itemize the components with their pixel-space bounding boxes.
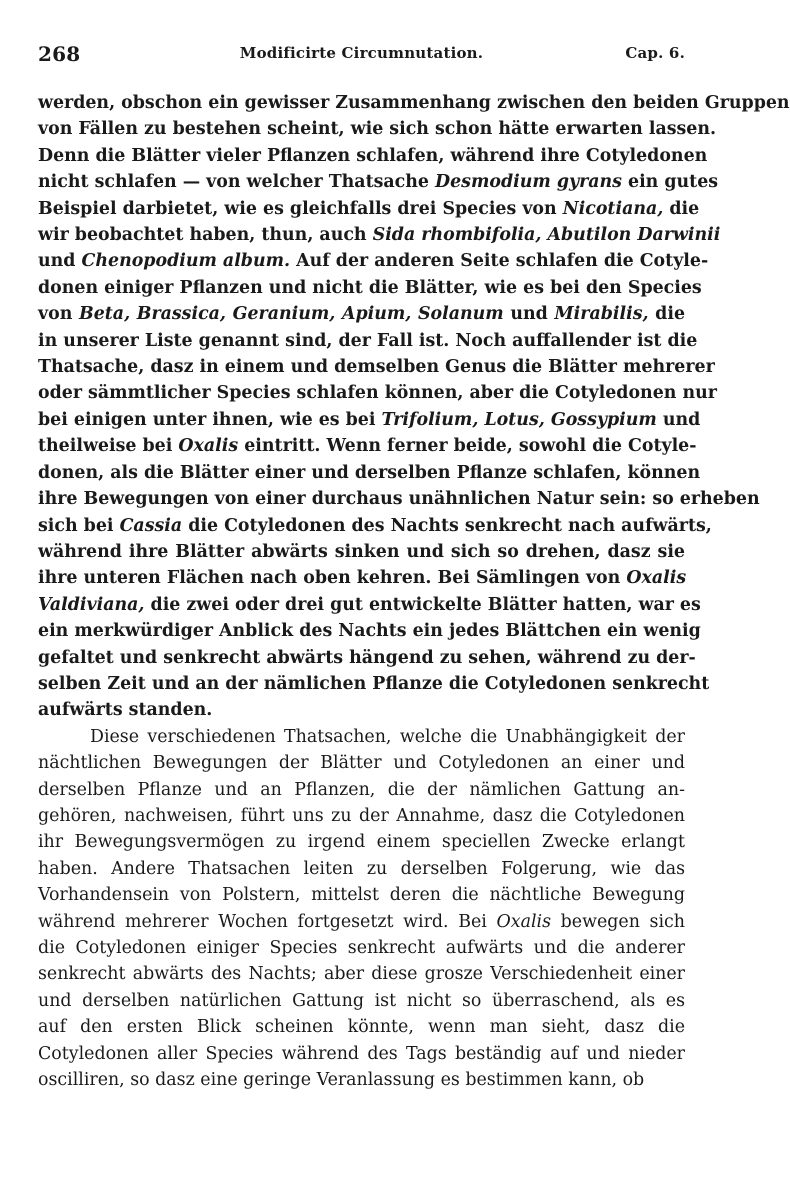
text-line: sich bei Cassia die Cotyledonen des Nachts senkrecht nach aufwärts, [38, 515, 712, 536]
italic-term: Beta, Brassica, Geranium, Apium, Solanum [79, 304, 504, 325]
text-line: derselben Pflanze und an Pflanzen, die der nämlichen Gattung an- [38, 779, 685, 800]
text-line: werden, obschon ein gewisser Zusammenhang zwischen den beiden Gruppen [38, 93, 790, 113]
text-line: gefaltet und senkrecht abwärts hängend zu sehen, während zu der- [38, 647, 696, 668]
text-line: nicht schlafen — von welcher Thatsache Desmodium gyrans ein gutes [38, 172, 719, 193]
text-line: auf den ersten Blick scheinen könnte, wenn man sieht, dasz die [38, 1017, 685, 1038]
text-line: bei einigen unter ihnen, wie es bei Trifolium, Lotus, Gossypium und [38, 409, 701, 430]
text-line: ihr Bewegungsvermögen zu irgend einem speciellen Zwecke erlangt [38, 832, 685, 853]
paragraph-2 [38, 724, 685, 1094]
text-line: theilweise bei Oxalis eintritt. Wenn ferner beide, sowohl die Cotyle- [38, 436, 697, 457]
italic-term: Chenopodium album. [81, 251, 291, 272]
text-line: in unserer Liste genannt sind, der Fall ist. Noch auffallender ist die [38, 330, 698, 351]
chapter-label: Cap. 6. [625, 44, 685, 62]
text-line: oscilliren, so dasz eine geringe Veranlassung es bestimmen kann, ob [38, 1070, 645, 1091]
text-line: haben. Andere Thatsachen leiten zu derselben Folgerung, wie das [38, 858, 685, 879]
text-line: aufwärts standen. [38, 700, 213, 721]
italic-term: Sida rhombifolia, Abutilon Darwinii [372, 225, 721, 246]
text-line: Diese verschiedenen Thatsachen, welche die Unabhängigkeit der [90, 726, 685, 747]
italic-term: Mirabilis, [554, 304, 649, 325]
italic-term: Oxalis [178, 436, 239, 457]
text-line: ein merkwürdiger Anblick des Nachts ein jedes Blättchen ein wenig [38, 621, 701, 642]
italic-term: Oxalis [626, 568, 687, 589]
text-line: während mehrerer Wochen fortgesetzt wird. Bei Oxalis bewegen sich [38, 911, 685, 932]
italic-term: Nicotiana, [562, 198, 664, 219]
text-line: selben Zeit und an der nämlichen Pflanze die Cotyledonen senkrecht [38, 673, 710, 694]
text-line: und derselben natürlichen Gattung ist nicht so überraschend, als es [38, 990, 685, 1011]
text-line: Valdiviana, die zwei oder drei gut entwickelte Blätter hatten, war es [38, 594, 701, 615]
italic-term: Valdiviana, [38, 594, 145, 615]
text-line: Vorhandensein von Polstern, mittelst deren die nächtliche Bewegung [38, 885, 685, 906]
text-line: und Chenopodium album. Auf der anderen Seite schlafen die Cotyle- [38, 251, 709, 272]
text-line: donen, als die Blätter einer und derselben Pflanze schlafen, können [38, 462, 701, 483]
text-line: wir beobachtet haben, thun, auch Sida rhombifolia, Abutilon Darwinii [38, 225, 721, 246]
text-line: von Fällen zu bestehen scheint, wie sich schon hätte erwarten lassen. [38, 119, 717, 140]
text-line: donen einiger Pflanzen und nicht die Blätter, wie es bei den Species [38, 277, 702, 298]
text-line: senkrecht abwärts des Nachts; aber diese grosze Verschiedenheit einer [38, 964, 685, 985]
text-line: während ihre Blätter abwärts sinken und sich so drehen, dasz sie [38, 541, 685, 562]
text-line: die Cotyledonen einiger Species senkrecht aufwärts und die anderer [38, 938, 685, 958]
text-line: Beispiel darbietet, wie es gleichfalls drei Species von Nicotiana, die [38, 198, 700, 219]
italic-term: Oxalis [496, 911, 551, 932]
italic-term: Trifolium, Lotus, Gossypium [381, 409, 657, 430]
running-title: Modificirte Circumnutation. [239, 44, 484, 62]
body-text [38, 90, 790, 1093]
text-line: gehören, nachweisen, führt uns zu der Annahme, dasz die Cotyledonen [38, 805, 685, 826]
italic-term: Cassia [119, 515, 183, 536]
text-line: von Beta, Brassica, Geranium, Apium, Solanum und Mirabilis, die [38, 304, 686, 325]
text-line: Thatsache, dasz in einem und demselben Genus die Blätter mehrerer [38, 357, 715, 378]
text-line: oder sämmtlicher Species schlafen können, aber die Cotyledonen nur [38, 383, 717, 404]
page-number: 268 [38, 42, 81, 66]
text-line: nächtlichen Bewegungen der Blätter und Cotyledonen an einer und [38, 753, 685, 774]
paragraph-1 [38, 90, 790, 724]
text-line: ihre Bewegungen von einer durchaus unähnlichen Natur sein: so erheben [38, 489, 760, 510]
italic-term: Desmodium gyrans [435, 172, 622, 193]
text-line: ihre unteren Flächen nach oben kehren. Bei Sämlingen von Oxalis [38, 568, 687, 589]
text-line: Denn die Blätter vieler Pflanzen schlafen, während ihre Cotyledonen [38, 145, 708, 166]
running-header [38, 42, 685, 68]
text-line: Cotyledonen aller Species während des Tags beständig auf und nieder [38, 1043, 685, 1064]
